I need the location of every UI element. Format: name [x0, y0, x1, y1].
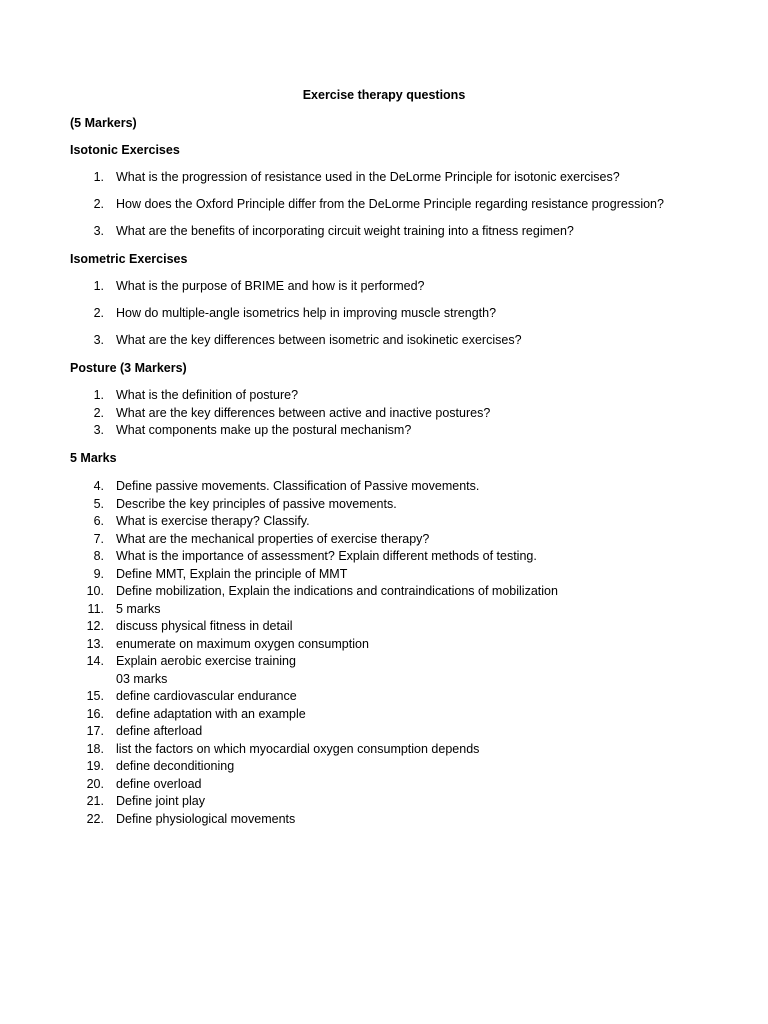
item-text: What components make up the postural mechanism? [116, 423, 412, 437]
list-item [70, 811, 730, 829]
item-number: 18. [86, 741, 104, 756]
item-text: Define joint play [116, 794, 205, 808]
item-number: 16. [86, 706, 104, 721]
item-text: discuss physical fitness in detail [116, 619, 293, 633]
item-text: define adaptation with an example [116, 706, 306, 721]
item-number: 20. [86, 776, 104, 791]
item-number: 13. [86, 636, 104, 651]
list-item [70, 196, 730, 214]
item-text: Define mobilization, Explain the indications and contraindications of mobilization [116, 584, 558, 598]
list-item [70, 601, 730, 619]
list-item [70, 741, 730, 759]
item-text: Define physiological movements [116, 811, 296, 826]
item-text: define afterload [116, 724, 203, 738]
item-text: define cardiovascular endurance [116, 689, 297, 703]
marks-note: (5 Markers) [70, 116, 137, 130]
list-item [70, 723, 730, 741]
list-item [70, 618, 730, 636]
item-text: Define passive movements. Classification of Passive movements. [116, 479, 480, 493]
item-text: enumerate on maximum oxygen consumption [116, 636, 369, 651]
five-marks-question-list [70, 478, 730, 828]
item-text: What are the key differences between isometric and isokinetic exercises? [116, 333, 522, 348]
continuation-line: 03 marks [116, 671, 168, 686]
item-text: define deconditioning [116, 759, 235, 773]
item-number: 6. [93, 514, 104, 528]
item-text: list the factors on which myocardial oxygen consumption depends [116, 741, 480, 756]
item-number: 15. [86, 689, 104, 703]
item-text: What is the progression of resistance used in the DeLorme Principle for isotonic exercises? [116, 170, 620, 184]
item-number: 7. [93, 531, 104, 546]
item-number: 8. [93, 549, 104, 563]
item-number: 22. [86, 811, 104, 826]
item-number: 17. [86, 724, 104, 738]
item-text: What are the key differences between active and inactive postures? [116, 405, 491, 420]
item-text: What is the importance of assessment? Explain different methods of testing. [116, 549, 537, 563]
isometric-question-list [70, 278, 730, 359]
list-item [70, 422, 730, 440]
item-number: 1. [93, 388, 104, 402]
item-text: What is the purpose of BRIME and how is it performed? [116, 279, 425, 293]
list-item [70, 793, 730, 811]
item-text: define overload [116, 776, 202, 791]
isotonic-question-list [70, 169, 730, 250]
list-item [70, 496, 730, 514]
item-number: 12. [86, 619, 104, 633]
list-item [70, 332, 730, 350]
posture-question-list [70, 387, 730, 440]
item-number: 3. [93, 224, 104, 239]
section-heading-posture: Posture (3 Markers) [70, 361, 187, 375]
item-number: 21. [86, 794, 104, 808]
list-item [70, 405, 730, 423]
item-text: 5 marks [116, 601, 161, 616]
item-text: What is exercise therapy? Classify. [116, 514, 310, 528]
item-text: Describe the key principles of passive movements. [116, 496, 397, 511]
item-text: Explain aerobic exercise training [116, 654, 296, 668]
list-item [70, 688, 730, 706]
section-heading-5-marks: 5 Marks [70, 451, 117, 465]
item-text: What are the benefits of incorporating circuit weight training into a fitness regimen? [116, 224, 574, 239]
item-number: 5. [93, 496, 104, 511]
list-item [70, 387, 730, 405]
item-number: 3. [93, 333, 104, 348]
list-item [70, 758, 730, 776]
section-heading-isotonic: Isotonic Exercises [70, 143, 180, 157]
list-item [70, 653, 730, 671]
item-number: 11. [87, 601, 104, 616]
list-item [70, 776, 730, 794]
list-item [70, 305, 730, 323]
list-item [70, 706, 730, 724]
list-item [70, 223, 730, 241]
item-number: 1. [93, 170, 104, 184]
item-number: 14. [86, 654, 104, 668]
list-item [70, 513, 730, 531]
section-heading-isometric: Isometric Exercises [70, 252, 188, 266]
list-item [70, 478, 730, 496]
list-item [70, 636, 730, 654]
item-number: 3. [93, 423, 104, 437]
list-item [70, 278, 730, 296]
item-text: How do multiple-angle isometrics help in improving muscle strength? [116, 306, 497, 321]
item-number: 19. [86, 759, 104, 773]
list-item [70, 169, 730, 187]
item-number: 9. [93, 566, 104, 581]
item-number: 4. [93, 479, 104, 493]
list-item [70, 583, 730, 601]
item-text: What is the definition of posture? [116, 388, 299, 402]
item-number: 2. [93, 405, 104, 420]
item-text: How does the Oxford Principle differ from the DeLorme Principle regarding resistance progression? [116, 197, 664, 212]
item-text: Define MMT, Explain the principle of MMT [116, 566, 348, 581]
item-number: 10. [86, 584, 104, 598]
item-text: What are the mechanical properties of exercise therapy? [116, 531, 430, 546]
item-number: 1. [93, 279, 104, 293]
list-item [70, 548, 730, 566]
document-title: Exercise therapy questions [302, 88, 466, 102]
item-number: 2. [93, 197, 104, 212]
item-number: 2. [93, 306, 104, 321]
list-item [70, 566, 730, 584]
list-item [70, 531, 730, 549]
